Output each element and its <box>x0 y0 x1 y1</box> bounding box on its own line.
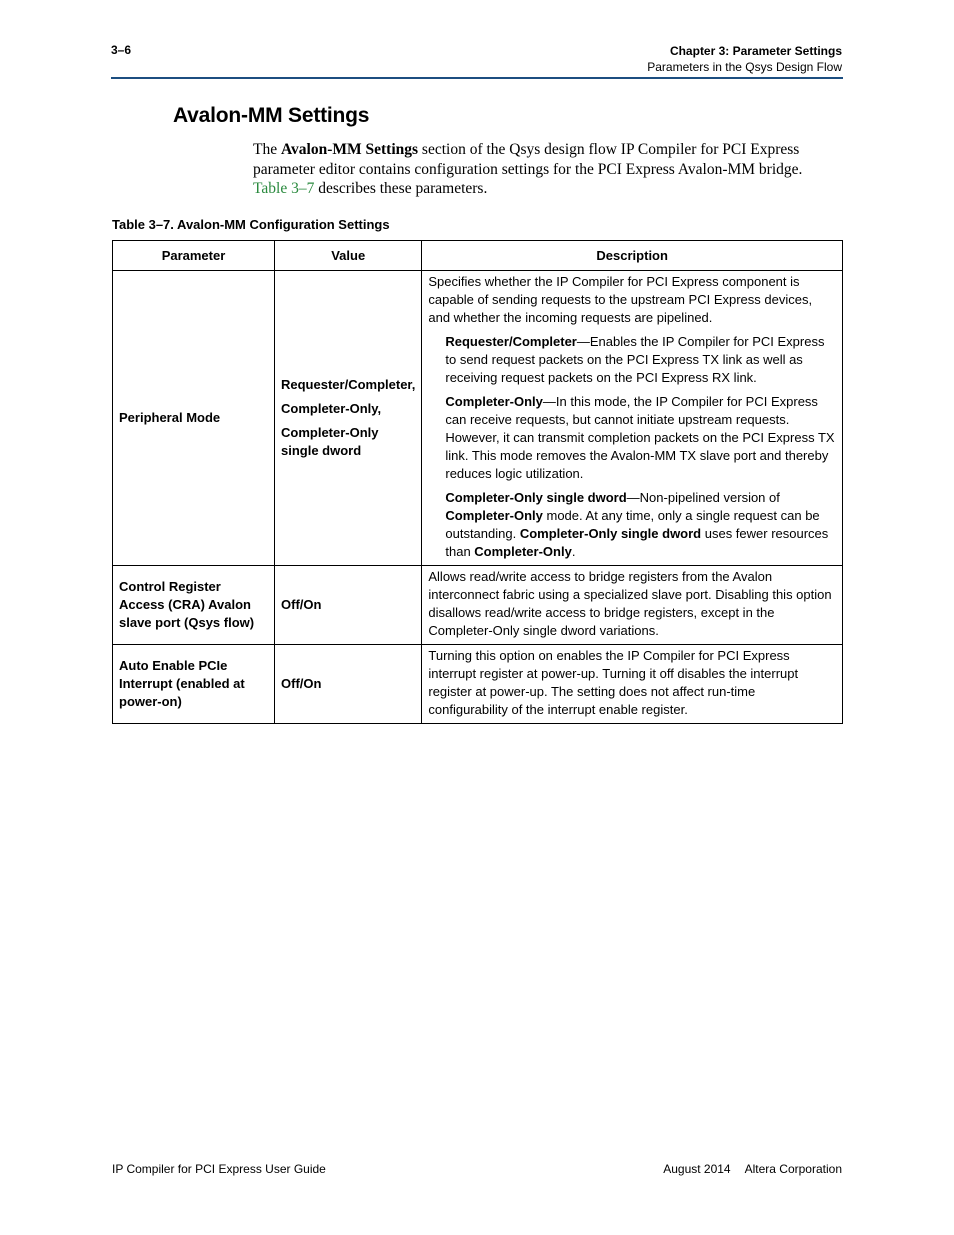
description-cell <box>422 271 843 566</box>
config-table <box>112 240 843 724</box>
mode-requester-completer <box>445 333 836 387</box>
description-text: Specifies whether the IP Compiler for PCI Express component is capable of sending requests to the upstream PCI Express devices, and whether the incoming requests are pipelined. <box>428 274 813 325</box>
mode-ref: Completer-Only single dword <box>519 526 702 541</box>
mode-ref: Completer-Only <box>474 544 572 559</box>
section-heading: Avalon-MM Settings <box>173 104 370 127</box>
mode-text: —Enables the IP Compiler for PCI Express to send request packets on the PCI Express TX link as well as receiving request packets on the PCI Express RX link. <box>445 334 825 385</box>
header-value: Value <box>275 241 422 271</box>
mode-text: . <box>571 544 576 559</box>
mode-text: mode. At any time, only a single request can be outstanding. <box>445 508 820 541</box>
description-cell: Turning this option on enables the IP Compiler for PCI Express interrupt register at power-up. Turning it off disables the interrupt register at power-up. The setting does not affect run-time configurability of the interrupt enable register. <box>422 645 843 724</box>
description-cell: Allows read/write access to bridge registers from the Avalon interconnect fabric using a specialized slave port. Disabling this option disallows read/write access to bridge registers, except in the Completer-Only single dword variations. <box>422 566 843 645</box>
value-cell: Off/On <box>275 645 422 724</box>
mode-text: uses fewer resources than <box>445 526 829 559</box>
mode-text: —In this mode, the IP Compiler for PCI Express can receive requests, but cannot initiate upstream requests. However, it can transmit completion packets on the PCI Express TX link. This mode removes the Avalon-MM TX slave port and thereby reduces logic utilization. <box>445 394 835 481</box>
footer-meta <box>663 1162 842 1176</box>
mode-name: Completer-Only single dword <box>445 490 627 505</box>
table-row <box>113 645 843 724</box>
mode-completer-only <box>445 393 836 483</box>
footer-date: August 2014 <box>663 1162 731 1176</box>
mode-ref: Completer-Only <box>445 508 543 523</box>
value-option: single dword <box>281 443 362 458</box>
table-header-row <box>113 241 843 271</box>
header-description: Description <box>422 241 843 271</box>
page-number: 3–6 <box>111 43 132 57</box>
table-row <box>113 271 843 566</box>
intro-paragraph <box>253 140 813 199</box>
intro-text-3: describes these parameters. <box>314 180 488 197</box>
table-caption: Table 3–7. Avalon-MM Configuration Settings <box>112 217 390 232</box>
mode-name: Requester/Completer <box>445 334 577 349</box>
mode-name: Completer-Only <box>445 394 543 409</box>
value-cell <box>275 271 422 566</box>
parameter-cell: Peripheral Mode <box>113 271 275 566</box>
header-parameter: Parameter <box>113 241 275 271</box>
footer-doc-title: IP Compiler for PCI Express User Guide <box>112 1162 326 1176</box>
intro-text-2: section of the Qsys design flow IP Compiler for PCI Express parameter editor contains configuration settings for the PCI Express Avalon-MM bridge. <box>253 141 803 178</box>
chapter-title: Chapter 3: Parameter Settings <box>669 44 842 58</box>
value-cell: Off/On <box>275 566 422 645</box>
parameter-cell: Control Register Access (CRA) Avalon slave port (Qsys flow) <box>113 566 275 645</box>
parameter-cell: Auto Enable PCIe Interrupt (enabled at power-on) <box>113 645 275 724</box>
header-divider <box>111 77 843 79</box>
intro-bold: Avalon-MM Settings <box>280 141 419 158</box>
mode-text: —Non-pipelined version of <box>626 490 780 505</box>
table-link[interactable]: Table 3–7 <box>253 180 315 197</box>
running-header <box>647 43 842 75</box>
mode-completer-only-single-dword <box>445 489 836 561</box>
value-option: Completer-Only, <box>281 401 382 416</box>
table-row <box>113 566 843 645</box>
intro-text-1: The <box>253 141 281 158</box>
section-title-header: Parameters in the Qsys Design Flow <box>647 60 842 74</box>
value-option: Completer-Only <box>281 425 379 440</box>
value-option: Requester/Completer, <box>281 377 416 392</box>
footer-company: Altera Corporation <box>744 1162 842 1176</box>
